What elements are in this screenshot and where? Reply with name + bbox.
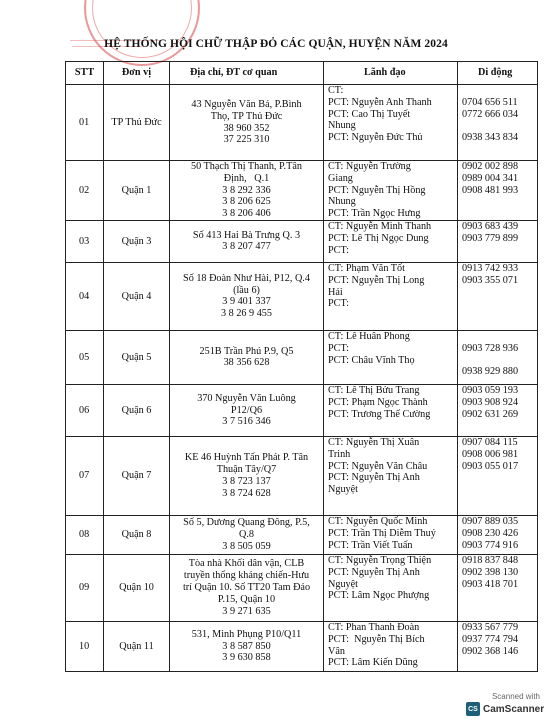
cell-leaders <box>324 262 458 330</box>
cell-leaders <box>324 220 458 262</box>
mobile-line <box>462 355 535 367</box>
cell-leaders <box>324 554 458 621</box>
leader-line: CT: <box>328 85 344 96</box>
mobile-line <box>462 120 535 132</box>
cell-address <box>170 220 324 262</box>
cell-stt: 07 <box>66 436 104 515</box>
mobile-line: 0903 418 701 <box>462 578 519 590</box>
address-line: 3 8 207 477 <box>222 241 271 253</box>
leader-line: PCT: Lâm Ngọc Phượng <box>328 590 430 602</box>
cell-unit: Quận 1 <box>104 161 170 221</box>
mobile-line: 0903 683 439 <box>462 220 519 232</box>
leader-line: CT: Nguyễn Quốc Minh <box>328 515 428 527</box>
table-row <box>66 262 538 330</box>
mobile-line: 0902 002 898 <box>462 161 519 172</box>
red-cross-directory-table <box>65 61 538 672</box>
address-line: Số 413 Hai Bà Trưng Q. 3 <box>192 229 301 241</box>
cell-mobile <box>458 384 538 436</box>
address-line: 37 225 310 <box>223 134 270 146</box>
mobile-line <box>462 331 535 343</box>
cell-address <box>170 85 324 161</box>
cell-unit: Quận 8 <box>104 515 170 554</box>
mobile-line: 0903 355 071 <box>462 274 519 286</box>
mobile-line: 0902 398 130 <box>462 566 519 578</box>
cell-address <box>170 330 324 384</box>
address-line: Số 18 Đoàn Như Hài, P12, Q.4 <box>183 272 310 284</box>
leader-line: PCT: Nguyễn Thị Anh <box>328 472 420 484</box>
cell-mobile <box>458 436 538 515</box>
leader-line: PCT: Lâm Kiến Dũng <box>328 657 418 669</box>
cell-unit: Quận 5 <box>104 330 170 384</box>
leader-line: CT: Phạm Văn Tốt <box>328 262 405 274</box>
leader-line: PCT: Nguyễn Thị Bích <box>328 633 425 645</box>
address-line: 3 9 630 858 <box>222 652 271 664</box>
cell-address <box>170 554 324 621</box>
leader-line: Nguyệt <box>328 484 358 496</box>
mobile-line: 0938 929 880 <box>462 366 519 378</box>
leader-line: CT: Nguyễn Minh Thanh <box>328 220 432 232</box>
leader-line: CT: Nguyễn Thị Xuân <box>328 436 420 448</box>
cell-stt: 01 <box>66 85 104 161</box>
leader-line: PCT: Trần Viết Tuấn <box>328 539 413 551</box>
address-line: Số 5, Dương Quang Đông, P.5, <box>183 517 310 529</box>
cell-unit: Quận 11 <box>104 621 170 671</box>
cell-address <box>170 515 324 554</box>
cell-unit: Quận 6 <box>104 384 170 436</box>
mobile-line: 0907 889 035 <box>462 515 519 527</box>
mobile-line: 0704 656 511 <box>462 96 518 108</box>
cell-leaders <box>324 161 458 221</box>
leader-line: Nhung <box>328 196 356 208</box>
table-row <box>66 85 538 161</box>
mobile-line: 0908 230 426 <box>462 527 519 539</box>
address-line: 43 Nguyễn Văn Bá, P.Bình <box>191 98 302 110</box>
address-line: 3 7 516 346 <box>222 416 271 428</box>
address-line: 3 8 505 059 <box>222 540 271 552</box>
table-row <box>66 330 538 384</box>
address-line: trí Quận 10. Số TT20 Tam Đảo <box>182 582 311 594</box>
cell-mobile <box>458 220 538 262</box>
cell-address <box>170 161 324 221</box>
leader-line: CT: Phan Thanh Đoàn <box>328 621 420 633</box>
mobile-line: 0772 666 034 <box>462 108 519 120</box>
address-line: 3 8 723 137 <box>222 475 271 487</box>
cell-stt: 03 <box>66 220 104 262</box>
address-line: 531, Minh Phụng P10/Q11 <box>191 628 302 640</box>
camscanner-watermark <box>466 692 546 718</box>
leader-line: PCT: Châu Vĩnh Thọ <box>328 354 415 366</box>
cell-leaders <box>324 384 458 436</box>
mobile-line: 0908 006 981 <box>462 448 519 460</box>
cell-unit: Quận 7 <box>104 436 170 515</box>
mobile-line: 0903 774 916 <box>462 539 519 551</box>
red-seal-stamp <box>84 0 200 66</box>
cell-mobile <box>458 85 538 161</box>
cell-leaders <box>324 85 458 161</box>
address-line: 50 Thạch Thị Thanh, P.Tân <box>191 161 302 172</box>
mobile-line: 0937 774 794 <box>462 633 519 645</box>
leader-line: PCT: <box>328 244 350 256</box>
table-row <box>66 554 538 621</box>
watermark-caption: Scanned with <box>491 692 540 701</box>
cell-mobile <box>458 330 538 384</box>
mobile-line: 0918 837 848 <box>462 554 519 566</box>
leader-line: Trinh <box>328 448 351 460</box>
address-line: KE 46 Huỳnh Tấn Phát P. Tân <box>184 452 309 464</box>
address-line: 251B Trần Phú P.9, Q5 <box>199 345 294 357</box>
table-row <box>66 384 538 436</box>
cell-address <box>170 436 324 515</box>
leader-line: PCT: Nguyễn Thị Anh <box>328 566 420 578</box>
cell-mobile <box>458 515 538 554</box>
leader-line: PCT: Trần Ngọc Hưng <box>328 208 421 220</box>
leader-line: PCT: Nguyễn Thị Hồng <box>328 184 426 196</box>
address-line: 370 Nguyễn Văn Luông <box>197 392 296 404</box>
mobile-line: 0902 631 269 <box>462 408 519 420</box>
cell-mobile <box>458 621 538 671</box>
mobile-line: 0903 728 936 <box>462 342 519 354</box>
mobile-line: 0908 481 993 <box>462 184 519 196</box>
cell-stt: 02 <box>66 161 104 221</box>
cell-address <box>170 384 324 436</box>
header-mobile: Di động <box>458 62 538 85</box>
address-line: 3 8 26 9 455 <box>221 308 272 320</box>
mobile-line: 0913 742 933 <box>462 262 519 274</box>
cell-unit: Quận 3 <box>104 220 170 262</box>
mobile-line: 0903 908 924 <box>462 396 519 408</box>
mobile-line: 0903 059 193 <box>462 384 519 396</box>
address-line: Tòa nhà Khối dân vận, CLB <box>188 558 305 570</box>
address-line: truyền thống kháng chiến-Hưu <box>183 570 310 582</box>
cell-leaders <box>324 330 458 384</box>
header-unit: Đơn vị <box>104 62 170 85</box>
leader-line: PCT: <box>328 298 350 310</box>
address-line: 3 8 206 625 <box>222 196 271 208</box>
header-address: Địa chỉ, ĐT cơ quan <box>170 62 324 85</box>
cell-address <box>170 262 324 330</box>
leader-line: Hải <box>328 286 343 298</box>
address-line: 3 8 206 406 <box>222 208 271 220</box>
watermark-brand: CamScanner <box>483 703 545 715</box>
leader-line: PCT: Nguyễn Văn Châu <box>328 460 428 472</box>
document-title: HỆ THỐNG HỘI CHỮ THẬP ĐỎ CÁC QUẬN, HUYỆN NĂM 2024 <box>104 38 448 50</box>
leader-line: PCT: Trương Thế Cường <box>328 408 431 420</box>
address-line: (lầu 6) <box>233 284 260 296</box>
cell-stt: 04 <box>66 262 104 330</box>
leader-line: CT: Nguyễn Trường <box>328 161 411 172</box>
cell-stt: 05 <box>66 330 104 384</box>
mobile-line: 0903 055 017 <box>462 460 519 472</box>
mobile-line: 0989 004 341 <box>462 172 519 184</box>
table-row <box>66 161 538 221</box>
table-row <box>66 220 538 262</box>
cell-unit: Quận 4 <box>104 262 170 330</box>
address-line: Thọ, TP Thủ Đức <box>210 110 283 122</box>
cell-mobile <box>458 262 538 330</box>
cell-stt: 09 <box>66 554 104 621</box>
mobile-line: 0903 779 899 <box>462 232 519 244</box>
camscanner-logo-icon: CS <box>466 702 480 716</box>
mobile-line <box>462 85 535 97</box>
table-row <box>66 621 538 671</box>
mobile-line: 0907 084 115 <box>462 436 518 448</box>
mobile-line: 0933 567 779 <box>462 621 519 633</box>
leader-line: PCT: Lê Thị Ngọc Dung <box>328 232 429 244</box>
leader-line: PCT: Nguyễn Anh Thanh <box>328 96 432 108</box>
leader-line: Vân <box>328 645 345 657</box>
leader-line: Nguyệt <box>328 578 358 590</box>
address-line: 3 8 292 336 <box>222 184 271 196</box>
leader-line: Giang <box>328 172 353 184</box>
leader-line: CT: Lê Thị Bửu Trang <box>328 384 420 396</box>
leader-line: PCT: <box>328 342 350 354</box>
cell-stt: 08 <box>66 515 104 554</box>
address-line: P.15, Quận 10 <box>217 593 276 605</box>
cell-address <box>170 621 324 671</box>
cell-mobile <box>458 161 538 221</box>
address-line: 38 356 628 <box>223 357 270 369</box>
mobile-line: 0938 343 834 <box>462 132 519 144</box>
address-line: 3 8 724 628 <box>222 487 271 499</box>
address-line: 38 960 352 <box>223 122 270 134</box>
mobile-line: 0902 368 146 <box>462 645 519 657</box>
address-line: Định, Q.1 <box>223 172 270 184</box>
table-row <box>66 515 538 554</box>
cell-leaders <box>324 621 458 671</box>
header-stt: STT <box>66 62 104 85</box>
leader-line: PCT: Cao Thị Tuyết <box>328 108 411 120</box>
leader-line: PCT: Phạm Ngọc Thành <box>328 396 428 408</box>
table-header-row <box>66 62 538 85</box>
address-line: 3 9 271 635 <box>222 605 271 617</box>
cell-mobile <box>458 554 538 621</box>
cell-unit: TP Thủ Đức <box>104 85 170 161</box>
address-line: 3 9 401 337 <box>222 296 271 308</box>
leader-line: PCT: Nguyễn Thị Long <box>328 274 425 286</box>
cell-leaders <box>324 436 458 515</box>
address-line: Thuận Tây/Q7 <box>216 464 277 476</box>
cell-leaders <box>324 515 458 554</box>
cell-unit: Quận 10 <box>104 554 170 621</box>
cell-stt: 06 <box>66 384 104 436</box>
cell-stt: 10 <box>66 621 104 671</box>
table-row <box>66 436 538 515</box>
leader-line: PCT: Trần Thị Diễm Thuý <box>328 527 436 539</box>
leader-line: Nhung <box>328 120 356 132</box>
address-line: Q.8 <box>239 529 254 541</box>
leader-line: CT: Nguyễn Trọng Thiện <box>328 554 432 566</box>
leader-line: PCT: Nguyễn Đức Thủ <box>328 132 423 144</box>
leader-line: CT: Lê Huân Phong <box>328 330 410 342</box>
address-line: 3 8 587 850 <box>222 640 271 652</box>
header-leaders: Lãnh đạo <box>324 62 458 85</box>
address-line: P12/Q6 <box>230 404 263 416</box>
